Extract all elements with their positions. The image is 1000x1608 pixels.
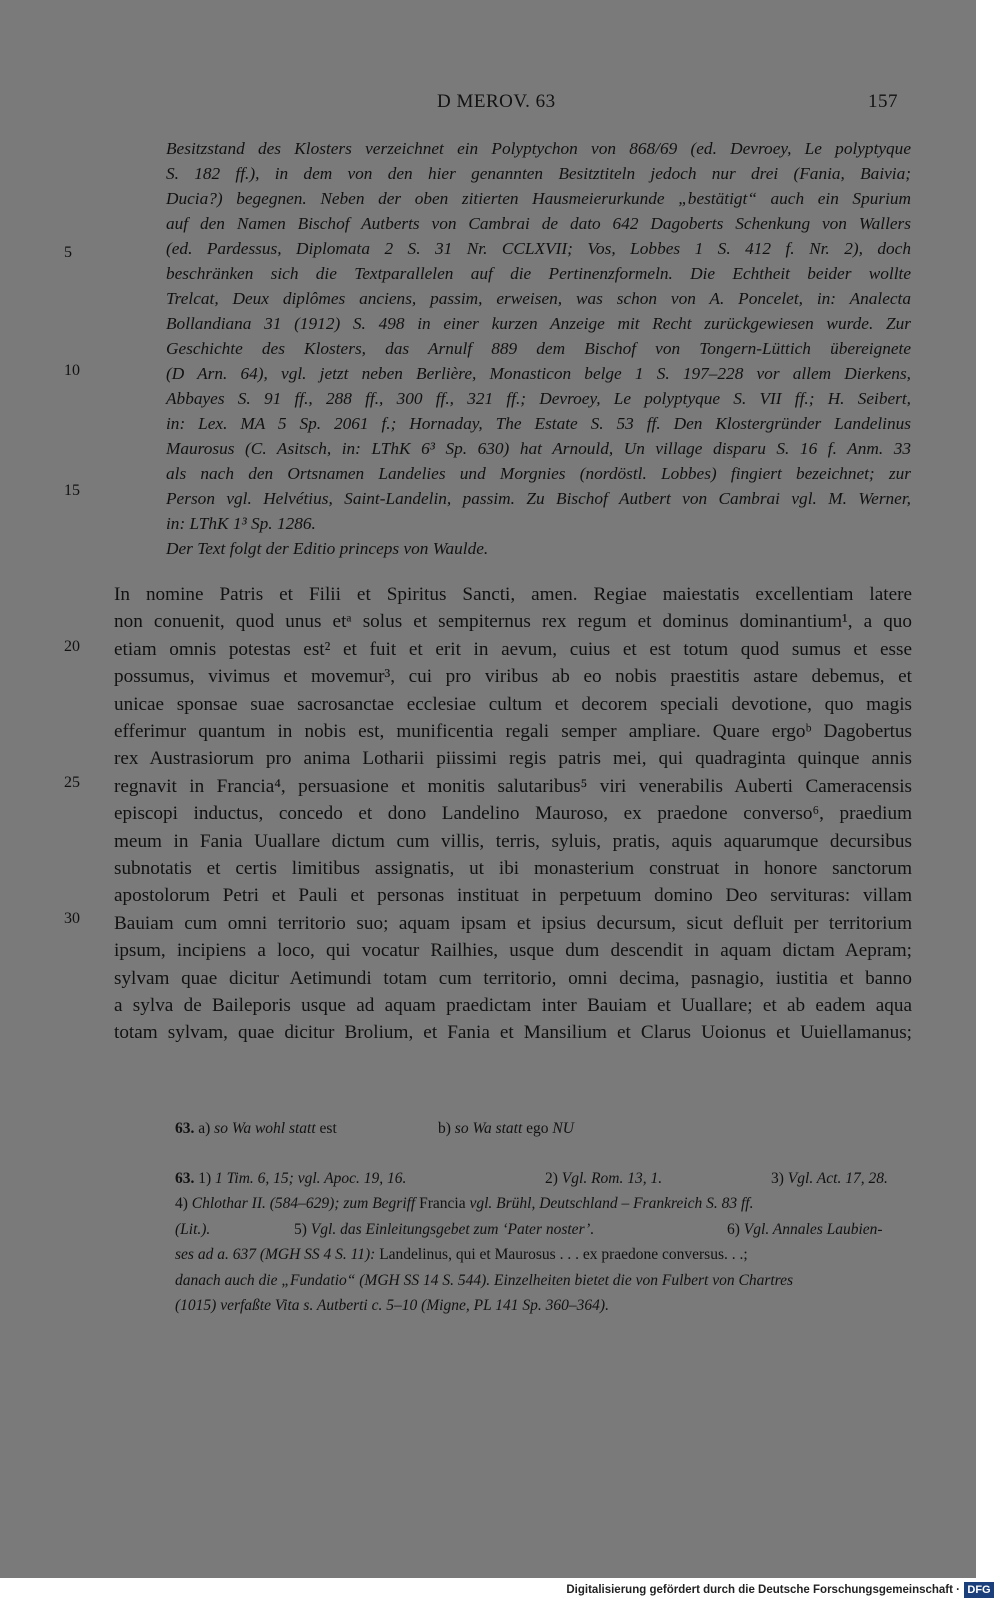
intro-line: als nach den Ortsnamen Landelies und Morgnies (nordöstl. Lobbes) fingiert bezeichnet; zur (166, 464, 911, 483)
footnote-6-cont-1 (175, 1246, 748, 1264)
intro-line: (D Arn. 64), vgl. jetzt neben Berlière, Monasticon belge 1 S. 197–228 vor allem Dierkens, (166, 364, 911, 383)
footnote-1 (175, 1170, 406, 1188)
text-line: totam sylvam, quae dicitur Brolium, et Fania et Mansilium et Clarus Uoionus et Uuiellamanus; (114, 1022, 912, 1044)
footnote-2-text: Vgl. Rom. 13, 1. (561, 1170, 663, 1187)
text-line: etiam omnis potestas est² et fuit et erit in aevum, cuius et est totum quod sumus et esse (114, 638, 912, 660)
page-number: 157 (868, 91, 898, 112)
footnote-6-text-d: danach auch die „Fundatio“ (MGH SS 14 S. 544). Einzelheiten bietet die von Fulbert von Chartres (175, 1272, 794, 1289)
apparatus-a (175, 1120, 337, 1138)
footnote-4-term: Francia (419, 1195, 466, 1212)
text-line: ipsum, incipiens a loco, qui vocatur Railhies, usque dum descendit in aquam dictam Aepram; (114, 940, 912, 962)
line-number: 5 (64, 244, 72, 261)
footnote-5 (294, 1221, 594, 1239)
footnote-4-cont (175, 1221, 210, 1239)
footnote-4-key: 4) (175, 1195, 188, 1212)
apparatus-a-word: est (319, 1120, 337, 1137)
footnote-1-text: 1 Tim. 6, 15; vgl. Apoc. 19, 16. (215, 1170, 407, 1187)
dfg-logo: DFG (964, 1582, 994, 1598)
text-line: meum in Fania Uuallare dictum cum villis, terris, syluis, pratis, aquis aquarumque decursibus (114, 830, 912, 852)
intro-line: in: LThK 1³ Sp. 1286. (166, 514, 316, 533)
text-line: episcopi inductus, concedo et dono Landelino Mauroso, ex praedone converso⁶, praedium (114, 803, 912, 825)
footnote-4-text-c: (Lit.). (175, 1221, 211, 1238)
running-title: D MEROV. 63 (437, 91, 556, 112)
apparatus-number: 63. (175, 1120, 195, 1137)
intro-line: Person vgl. Helvétius, Saint-Landelin, passim. Zu Bischof Autbert von Cambrai vgl. M. Werner, (166, 489, 911, 508)
intro-line: Geschichte des Klosters, das Arnulf 889 dem Bischof von Tongern-Lüttich übereignete (166, 339, 911, 358)
footnote-3 (771, 1170, 888, 1188)
text-line: Bauiam cum omni territorio suo; aquam ipsam et ipsius decursum, sicut defluit per territorium (114, 912, 912, 934)
intro-line: Abbayes S. 91 ff., 288 ff., 300 ff., 321 ff.; Devroey, Le polyptyque S. VII ff.; H. Seibert, (166, 389, 911, 408)
text-line: non conuenit, quod unus etᵃ solus et sempiternus rex regum et dominus dominantium¹, a quo (114, 611, 912, 633)
intro-line: Der Text folgt der Editio princeps von Waulde. (166, 539, 489, 558)
intro-line: in: Lex. MA 5 Sp. 2061 f.; Hornaday, The Estate S. 53 ff. Den Klostergründer Landelinus (166, 414, 911, 433)
footnote-6-cont-3 (175, 1297, 609, 1315)
footnote-2 (545, 1170, 662, 1188)
intro-line: Bollandiana 31 (1912) S. 498 in einer kurzen Anzeige mit Recht zurückgewiesen wurde. Zur (166, 314, 911, 333)
line-number: 30 (64, 910, 80, 927)
footnote-3-text: Vgl. Act. 17, 28. (787, 1170, 888, 1187)
apparatus-a-key: a) (198, 1120, 211, 1137)
apparatus-b-key: b) (438, 1120, 451, 1137)
footnote-4-text-a: Chlothar II. (584–629); zum Begriff (191, 1195, 416, 1212)
funding-credit: Digitalisierung gefördert durch die Deutsche Forschungsgemeinschaft · (566, 1584, 960, 1596)
text-line: sylvam quae dicitur Aetimundi totam cum territorio, omni decima, pasnagio, iustitia et banno (114, 967, 912, 989)
text-line: efferimur quantum in nobis est, munificentia regali semper ampliare. Quare ergoᵇ Dagobertus (114, 721, 912, 742)
apparatus-b-word: ego (526, 1120, 549, 1137)
text-line: regnavit in Francia⁴, persuasione et monitis salutaribus⁵ viri venerabilis Auberti Cameracensis (114, 775, 912, 797)
intro-line: (ed. Pardessus, Diplomata 2 S. 31 Nr. CCLXVII; Vos, Lobbes 1 S. 412 f. Nr. 2), doch (166, 239, 911, 258)
intro-line: S. 182 ff.), in dem von den hier genannten Besitztiteln jedoch nur drei (Fania, Baivia; (166, 164, 911, 183)
line-number: 25 (64, 774, 80, 791)
apparatus-b-note: so Wa statt (454, 1120, 523, 1137)
footnote-4-text-b: vgl. Brühl, Deutschland – Frankreich S. 83 ff. (469, 1195, 754, 1212)
line-number: 20 (64, 638, 80, 655)
footnote-1-key: 1) (198, 1170, 212, 1187)
text-line: a sylva de Baileporis usque ad aquam praedictam inter Bauiam et Uuallare; et ab eadem aqua (114, 995, 912, 1016)
footnote-6-key: 6) (727, 1221, 740, 1238)
text-line: subnotatis et certis limitibus assignatis, ut ibi monasterium construat in honore sanctorum (114, 858, 912, 879)
intro-line: Trelcat, Deux diplômes anciens, passim, erweisen, was schon von A. Poncelet, in: Analecta (166, 289, 911, 308)
footnote-number: 63. (175, 1170, 195, 1187)
footnote-6-text-e: (1015) verfaßte Vita s. Autberti c. 5–10 (Migne, PL 141 Sp. 360–364). (175, 1297, 609, 1314)
apparatus-a-note: so Wa wohl statt (214, 1120, 316, 1137)
footnote-5-text: Vgl. das Einleitungsgebet zum ‘Pater noster’. (310, 1221, 595, 1238)
footnote-6-quote: Landelinus, qui et Maurosus . . . ex praedone conversus. . .; (379, 1246, 748, 1263)
text-line: unicae sponsae suae sacrosanctae ecclesiae cultum et decorem speciali devotione, quo magis (114, 693, 912, 715)
footnote-2-key: 2) (545, 1170, 558, 1187)
footnote-6 (727, 1221, 883, 1239)
footnote-6-cont-2 (175, 1272, 793, 1290)
footnote-3-key: 3) (771, 1170, 784, 1187)
line-number: 10 (64, 362, 80, 379)
footnote-6-text-a: Vgl. Annales Laubien- (743, 1221, 883, 1238)
text-line: apostolorum Petri et Pauli et personas instituat in perpetuum domino Deo servituras: villam (114, 885, 912, 907)
intro-line: beschränken sich die Textparallelen auf die Pertinenzformeln. Die Echtheit beider wollte (166, 264, 911, 283)
footnote-4 (175, 1195, 753, 1213)
text-line: possumus, vivimus et movemur³, cui pro viribus ab eo nobis praestitis astare debemus, et (114, 666, 912, 688)
intro-line: Ducia?) begegnen. Neben der oben zitierten Hausmeierurkunde „bestätigt“ auch ein Spurium (166, 189, 911, 208)
apparatus-b (438, 1120, 574, 1138)
text-line: rex Austrasiorum pro anima Lotharii piissimi regis patris mei, qui quadraginta quinque annis (114, 748, 912, 770)
apparatus-b-sigla: NU (552, 1120, 574, 1137)
footnote-6-text-b: ses ad a. 637 (MGH SS 4 S. 11): (175, 1246, 376, 1263)
line-number: 15 (64, 482, 80, 499)
intro-line: Besitzstand des Klosters verzeichnet ein Polyptychon von 868/69 (ed. Devroey, Le polyptyque (166, 139, 911, 158)
text-line: In nomine Patris et Filii et Spiritus Sancti, amen. Regiae maiestatis excellentiam latere (114, 584, 912, 605)
intro-line: Maurosus (C. Asitsch, in: LThK 6³ Sp. 630) hat Arnould, Un village disparu S. 16 f. Anm. 33 (166, 439, 911, 458)
intro-line: auf den Namen Bischof Autberts von Cambrai de dato 642 Dagoberts Schenkung von Wallers (166, 214, 911, 233)
footnote-5-key: 5) (294, 1221, 307, 1238)
